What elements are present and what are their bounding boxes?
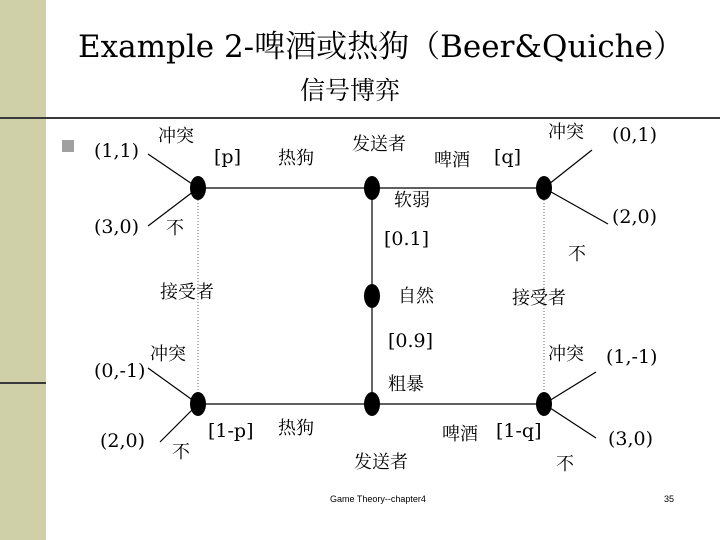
label-tr-no: 不: [568, 244, 586, 265]
label-tr-challenge: 冲突: [548, 122, 584, 143]
slide-subtitle: 信号博弈: [300, 76, 401, 105]
label-hotdog-top: 热狗: [278, 148, 314, 169]
label-receiver-left: 接受者: [160, 282, 214, 303]
label-br-no: 不: [556, 454, 574, 475]
label-beer-top: 啤酒: [434, 150, 470, 171]
edge-bl-challenge: [148, 368, 198, 404]
node-receiver-top-left: [190, 176, 206, 200]
prob-strong: [0.9]: [388, 330, 434, 352]
label-nature: 自然: [398, 286, 434, 307]
node-sender-weak: [364, 176, 380, 200]
label-tl-no: 不: [166, 218, 184, 239]
label-beer-bottom: 啤酒: [442, 424, 478, 445]
payoff-top-left-challenge: (1,1): [94, 140, 140, 162]
label-strong-type: 粗暴: [388, 374, 424, 395]
label-sender-bottom: 发送者: [354, 452, 408, 473]
label-hotdog-bottom: 热狗: [278, 418, 314, 439]
belief-one-minus-q: [1-q]: [496, 420, 542, 442]
payoff-top-right-no: (2,0): [612, 206, 658, 228]
belief-p: [p]: [214, 146, 241, 168]
payoff-bottom-left-challenge: (0,-1): [94, 360, 146, 382]
payoff-top-right-challenge: (0,1): [612, 124, 658, 146]
edge-tl-challenge: [148, 154, 198, 188]
edge-tr-challenge: [544, 150, 592, 188]
label-sender-top: 发送者: [352, 134, 406, 155]
payoff-top-left-no: (3,0): [94, 216, 140, 238]
label-bl-no: 不: [172, 442, 190, 463]
bullet-square: [62, 140, 74, 152]
node-receiver-bottom-left: [190, 392, 206, 416]
label-tl-challenge: 冲突: [158, 126, 194, 147]
edge-br-no: [544, 404, 596, 438]
edge-tr-no: [544, 188, 608, 224]
payoff-bottom-left-no: (2,0): [100, 430, 146, 452]
node-sender-strong: [364, 392, 380, 416]
payoff-bottom-right-no: (3,0): [608, 428, 654, 450]
label-receiver-right: 接受者: [512, 288, 566, 309]
footer-text: Game Theory--chapter4: [330, 494, 426, 504]
slide-title: Example 2-啤酒或热狗（Beer&Quiche）: [78, 29, 684, 65]
prob-weak: [0.1]: [384, 228, 430, 250]
belief-q: [q]: [494, 146, 521, 168]
label-bl-challenge: 冲突: [150, 344, 186, 365]
page-number: 35: [664, 494, 675, 504]
label-br-challenge: 冲突: [548, 344, 584, 365]
node-nature: [364, 284, 380, 308]
payoff-bottom-right-challenge: (1,-1): [606, 346, 658, 368]
node-receiver-top-right: [536, 176, 552, 200]
node-receiver-bottom-right: [536, 392, 552, 416]
belief-one-minus-p: [1-p]: [208, 420, 254, 442]
edge-br-challenge: [544, 372, 596, 404]
label-weak-type: 软弱: [394, 190, 430, 211]
